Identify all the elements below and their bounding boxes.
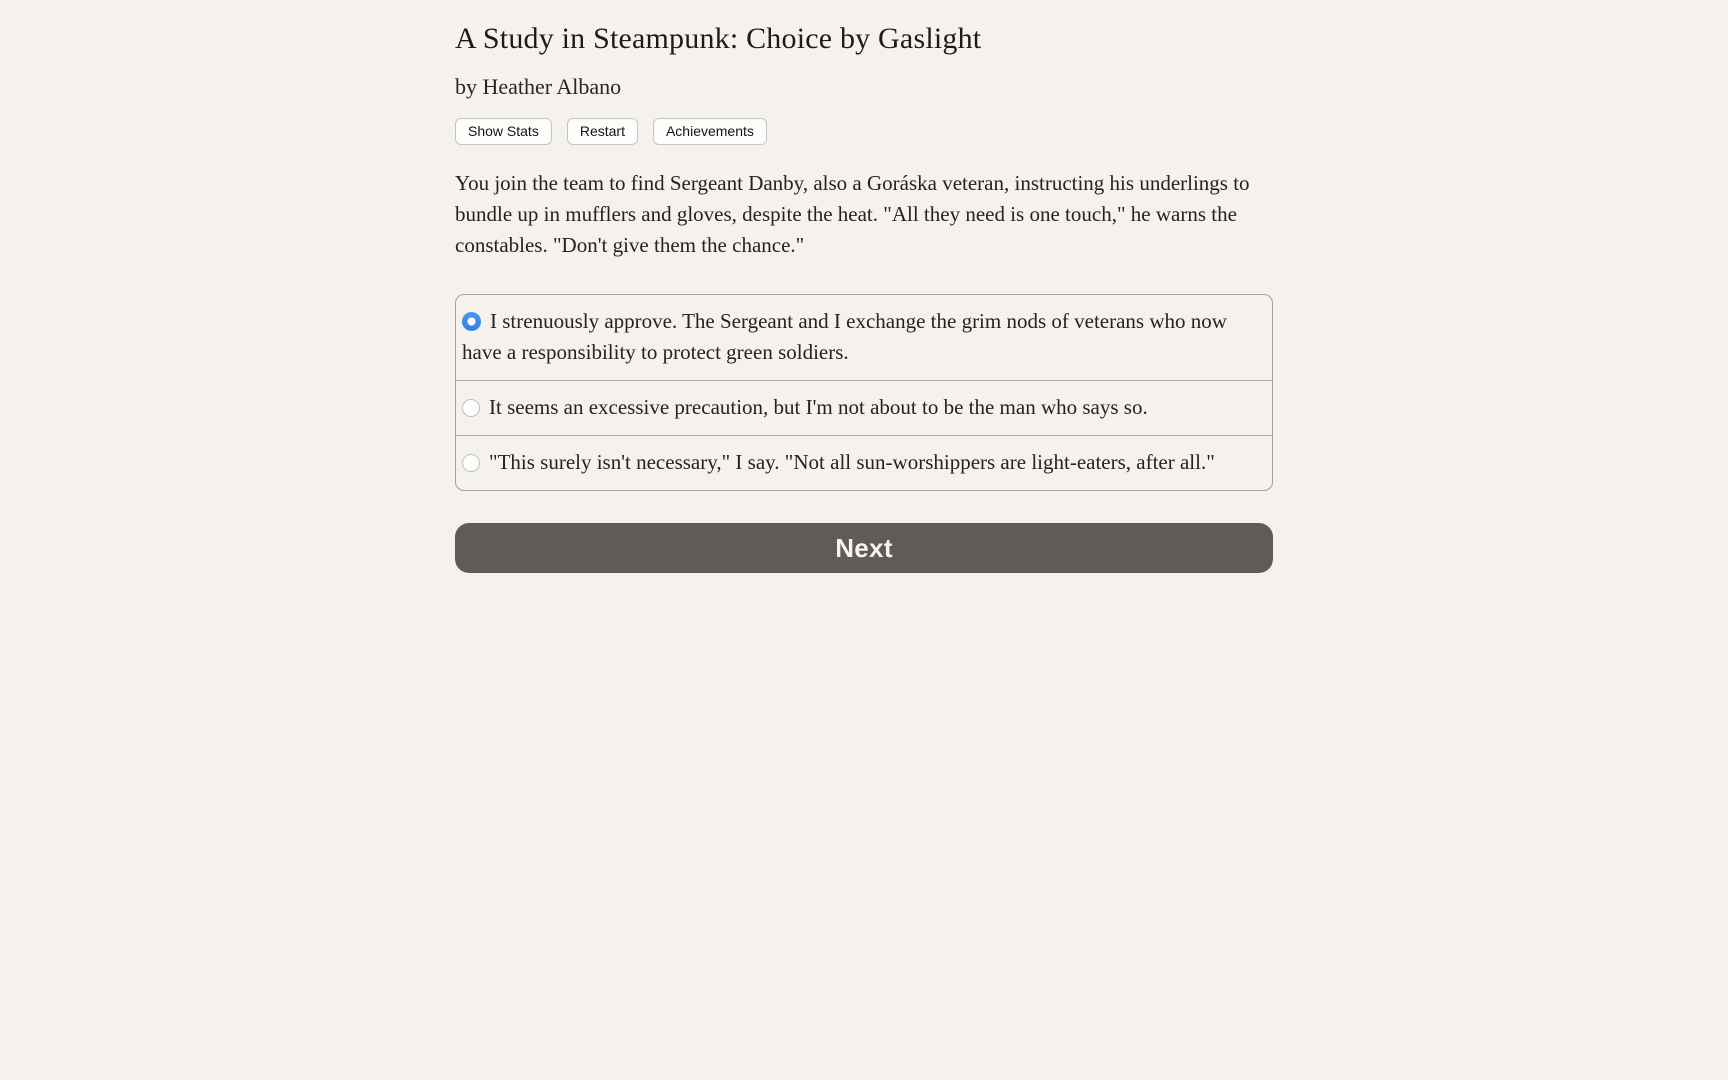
choice-option-label: I strenuously approve. The Sergeant and I exchange the grim nods of veterans who now have a responsibility to protect green soldiers. — [462, 309, 1227, 364]
show-stats-button[interactable]: Show Stats — [455, 118, 552, 145]
page-title: A Study in Steampunk: Choice by Gaslight — [455, 22, 982, 55]
radio-button-icon[interactable] — [462, 399, 480, 417]
choice-option-label: "This surely isn't necessary," I say. "Not all sun-worshippers are light-eaters, after all." — [489, 450, 1215, 474]
story-page — [455, 0, 1273, 573]
author-byline: by Heather Albano — [455, 74, 622, 99]
story-paragraph: You join the team to find Sergeant Danby, also a Goráska veteran, instructing his underlings to bundle up in mufflers and gloves, despite the heat. "All they need is one touch," he warns the constables. "Don't give them the chance." — [455, 171, 1250, 257]
choice-option-3[interactable] — [456, 435, 1272, 490]
restart-button[interactable]: Restart — [567, 118, 638, 145]
achievements-button[interactable]: Achievements — [653, 118, 767, 145]
choice-option-2[interactable] — [456, 380, 1272, 435]
choice-option-label: It seems an excessive precaution, but I'm not about to be the man who says so. — [489, 395, 1148, 419]
toolbar — [455, 118, 1273, 145]
choice-option-1[interactable] — [456, 295, 1272, 380]
radio-button-selected-icon[interactable] — [462, 312, 481, 331]
choice-list — [455, 294, 1273, 491]
radio-button-icon[interactable] — [462, 454, 480, 472]
next-button[interactable]: Next — [455, 523, 1273, 573]
